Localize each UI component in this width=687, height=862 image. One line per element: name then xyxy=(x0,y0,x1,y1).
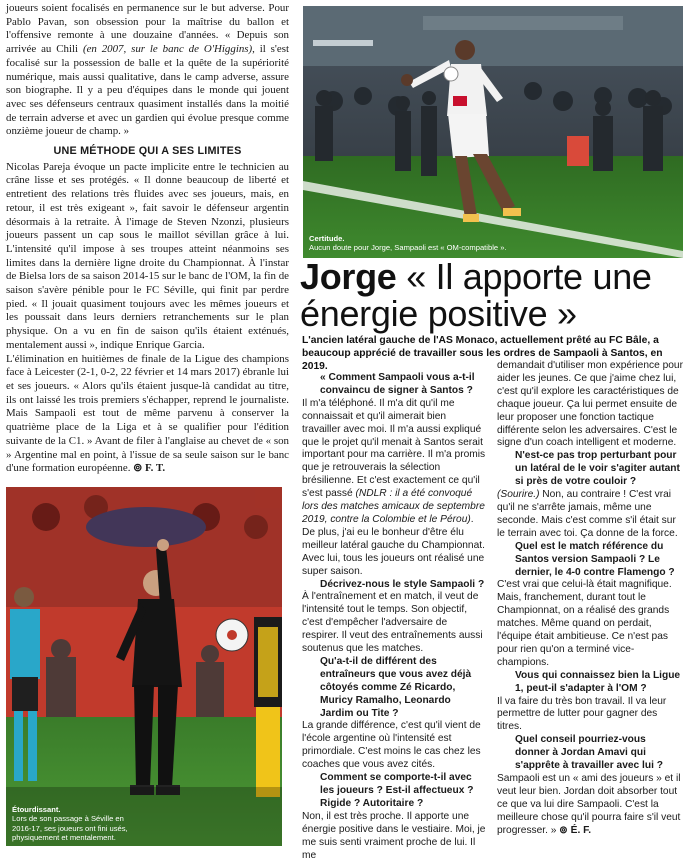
interview-column-2 xyxy=(497,360,683,838)
editor-note: (NDLR : il a été convoqué lors des matches amicaux de septembre 2019, contre la Colombie et le Pérou) xyxy=(302,488,485,525)
interview-question: N'est-ce pas trop perturbant pour un latéral de le voir s'agiter autant si près de votre couloir ? xyxy=(515,450,680,488)
coach-illustration xyxy=(6,487,282,846)
section-subheading: UNE MÉTHODE QUI A SES LIMITES xyxy=(53,145,242,158)
interview-answer xyxy=(302,398,486,579)
photo-footballer xyxy=(303,6,683,258)
interview-question: Qu'a-t-il de différent des entraîneurs que vous avez déjà côtoyés comme Zé Ricardo, Muricy Ramalho, Leonardo Jardim ou Tite ? xyxy=(320,655,472,719)
answer-text: Il m'a téléphoné. Il m'a dit qu'il me connaissait et qu'il aimerait bien travailler avec moi. Il m'a aussi expliqué que le projet qu'il menait à Santos serait important pour ma carrière. Il m'a promis que je retrouverais la sélection brésilienne. Et c'est exactement ce qu'il s'est passé xyxy=(302,397,486,500)
answer-text: À l'entraînement et en match, il veut de l'intensité tout le temps. Son objectif, c'est d'empêcher l'adversaire de respirer. Il veut des entraînements aussi soutenus que les matches. xyxy=(302,591,483,655)
editor-note: (Sourire.) xyxy=(497,489,540,501)
author-signature: ⊚ F. T. xyxy=(133,462,166,475)
interview-question: Quel conseil pourriez-vous donner à Jordan Amavi qui s'apprête à travailler avec lui ? xyxy=(515,734,663,772)
answer-text: Il va faire du très bon travail. Il va leur permettre de lutter pour gagner des titres. xyxy=(497,695,667,733)
answer-text: Sampaoli est un « ami des joueurs » et il veut leur bien. Jordan doit absorber tout ce que va lui dire Sampaoli. C'est la meilleure chose qu'il pourra faire s'il veut progresser. » xyxy=(497,773,681,836)
interview-question: Décrivez-nous le style Sampaoli ? xyxy=(320,578,485,590)
photo-caption-bottom: Étourdissant. Lors de son passage à Séville en 2016-17, ses joueurs ont fini usés, physiquement et mentalement. xyxy=(12,805,128,843)
answer-text: C'est vrai que celui-là était magnifique. Mais, franchement, durant tout le Championnat, on a réalisé des grands matches. Même quand on perdait, l'équipe était ambitieuse. Ce n'est pas pour rien qu'on a terminé vice-champions. xyxy=(497,579,672,668)
interview-headline xyxy=(300,258,685,332)
interview-answer xyxy=(497,773,683,838)
article-left-column xyxy=(6,2,289,476)
interview-answer xyxy=(497,579,683,669)
interview-question: Comment se comporte-t-il avec les joueurs ? Est-il affectueux ? Rigide ? Autoritaire ? xyxy=(320,772,474,809)
headline-name: Jorge xyxy=(300,256,397,297)
interview-question: Quel est le match référence du Santos version Sampaoli ? Le dernier, le 4-0 contre Flamengo ? xyxy=(515,540,675,578)
interview-answer xyxy=(302,811,486,862)
footballer-illustration xyxy=(303,6,683,258)
body-paragraph-1: Nicolas Pareja évoque un pacte implicite entre le technicien au crâne lisse et ses protégés. « Il donne beaucoup de liberté et entretient des relations très fluides avec ses joueurs, mais, en retour, il est très exigeant », fait savoir le défenseur argentin désormais à la retraite. À l'image de Steven Nzonzi, plusieurs joueurs passent un cap sous le maillot sévillan grâce à lui. L'intensité qu'il impose à ses troupes atteint néanmoins ses limites dans la dernière ligne droite du Championnat. À l'instar de Bielsa lors de sa saison 2014-15 sur le banc de l'OM, la fin de saison s'avère pénible pour le FC Séville, qui finit par perdre pied. « Il jouait quasiment toujours avec les mêmes joueurs et les poussait dans leurs derniers retranchements sur le plan physique. On a vu en fin de saison qu'ils étaient exténués, mentalement aussi », indique Enrique Garcia. xyxy=(6,160,289,351)
interview-question: Vous qui connaissez bien la Ligue 1, peut-il s'adapter à l'OM ? xyxy=(515,669,681,694)
answer-text: La grande différence, c'est qu'il vient de l'école argentine où l'intensité est primordiale. C'est moins le cas chez les coaches que vous avez cités. xyxy=(302,720,481,771)
interview-answer xyxy=(302,720,486,772)
body-paragraph-2: L'élimination en huitièmes de finale de la Ligue des champions face à Leicester (2-1, 0-2, 22 février et 14 mars 2017) ébranle lui et ses joueurs. « Alors qu'ils étaient jusque-là candidat au titre, ils ont laissé les trois premiers s'échapper, reprend le journaliste. Mais Sampaoli est tout de même parvenu à conserver la quatrième place de la Liga et à se qualifier pour l'édition suivante de la C1. » Avant de filer à l'anglaise au chevet de « son » Argentine mal en point, à l'issue de sa seule saison sur le banc d'une formation européenne. ⊚ F. T. xyxy=(6,352,289,475)
headline-quote: « Il apporte une énergie positive » xyxy=(300,256,652,334)
interview-answer xyxy=(497,489,683,541)
answer-text: Non, il est très proche. Il apporte une énergie positive dans le vestiaire. Moi, je me suis senti vraiment proche de lui. Il me xyxy=(302,810,486,861)
answer-text: Non, au contraire ! C'est vrai qu'il ne s'arrête jamais, même une seconde. Mais c'est comme s'il était sur le terrain avec toi. Ça donne de la force. xyxy=(497,489,678,539)
photo-coach xyxy=(6,487,282,846)
photo-caption-top: Certitude. Aucun doute pour Jorge, Sampaoli est « OM-compatible ». xyxy=(309,234,507,253)
standfirst: L'ancien latéral gauche de l'AS Monaco, actuellement prêté au FC Bâle, a beaucoup apprécié de travailler sous les ordres de Sampaoli à Santos, en 2019. xyxy=(302,335,663,372)
answer-text: demandait d'utiliser mon expérience pour aider les jeunes. Ce que j'aime chez lui, c'est qu'il explore les caractéristiques de chaque joueur. Ça lui permet ensuite de leur proposer une fonction tactique différente selon les adversaires. C'est le signe d'un coach intelligent et moderne. xyxy=(497,360,683,449)
interview-answer xyxy=(497,360,683,450)
interview-question: « Comment Sampaoli vous a-t-il convaincu de signer à Santos ? xyxy=(320,372,475,396)
interview-answer xyxy=(497,696,683,735)
interview-column-1 xyxy=(302,372,486,862)
interview-answer xyxy=(302,591,486,656)
author-signature: ⊚ É. F. xyxy=(559,824,592,836)
intro-paragraph: joueurs soient focalisés en permanence sur le but adverse. Pour Pablo Pavan, son obsession pour la maîtrise du ballon et l'offensive remonte à une douzaine d'années. « Depuis son arrivée au Chili (en 2007, sur le banc de O'Higgins), il s'est focalisé sur la possession de balle et la quête de la supériorité numérique, mais aussi qualitative, dans le camp adverse, assure son biographe. Il y a peu d'équipes dans le monde qui jouent avec ses défenseurs centraux quasiment installés dans la moitié de terrain adverse et avec un gardien qui évolue presque comme onzième joueur de champ. » xyxy=(6,2,289,138)
answer-text: . De plus, j'ai eu le bonheur d'être élu meilleur latéral gauche du Championnat. Avec lui, tous les joueurs ont réalisé une super saison. xyxy=(302,513,485,577)
